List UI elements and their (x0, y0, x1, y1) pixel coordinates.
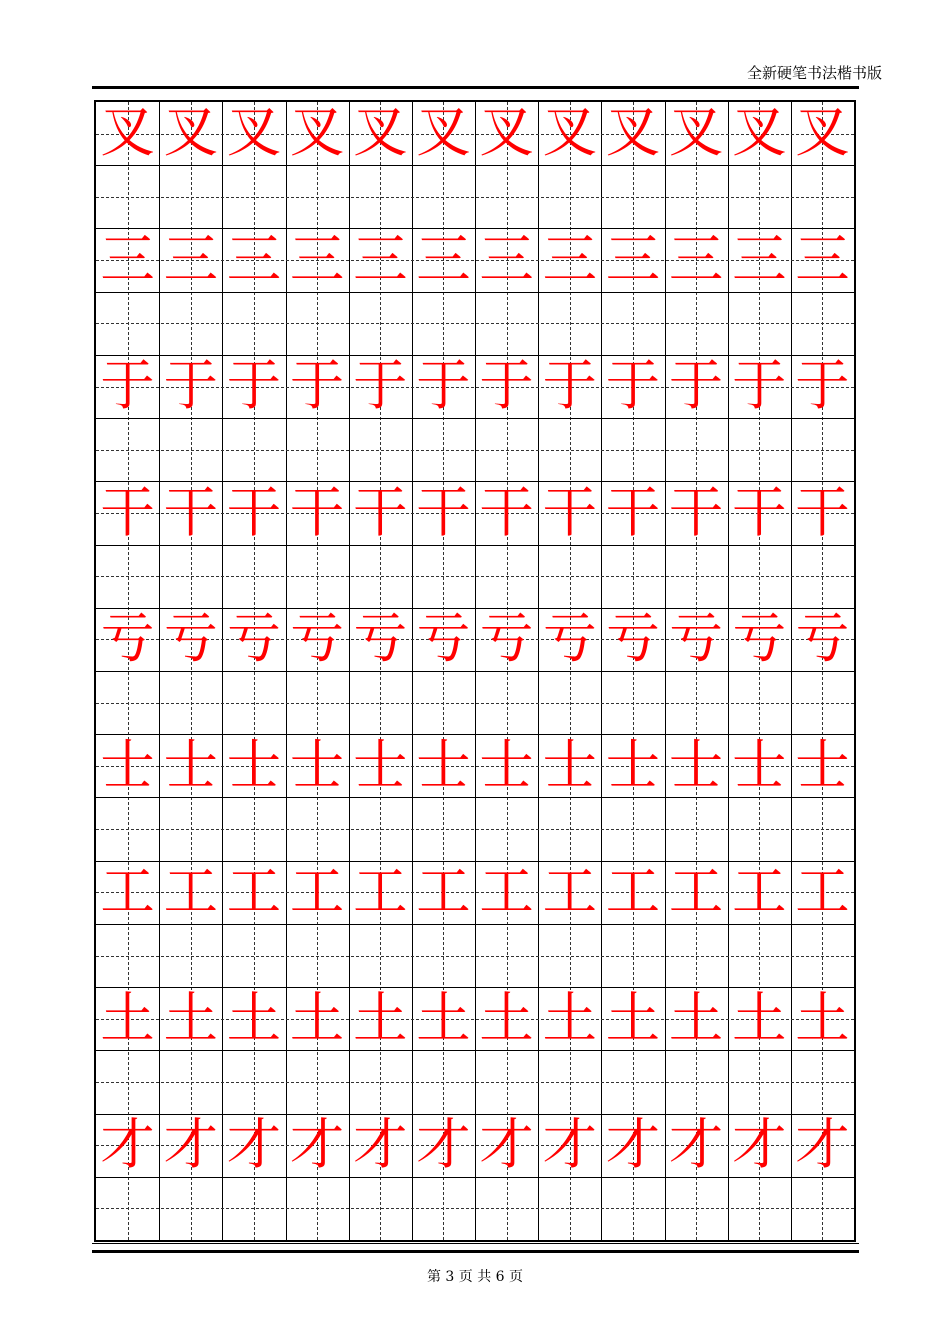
grid-row-line (96, 418, 854, 419)
practice-character: 土 (795, 986, 850, 1050)
grid-row-line (96, 1177, 854, 1178)
practice-character: 叉 (226, 101, 282, 165)
footer-rule-thick (92, 1250, 859, 1253)
practice-character: 亏 (100, 607, 155, 671)
practice-character: 亏 (732, 607, 787, 671)
practice-character: 三 (353, 227, 408, 291)
practice-character: 于 (732, 354, 787, 418)
practice-character: 亏 (795, 607, 850, 671)
practice-character: 工 (163, 860, 218, 924)
practice-character: 才 (416, 1113, 471, 1176)
practice-character: 三 (479, 227, 534, 291)
grid-row-line (96, 797, 854, 798)
practice-character: 士 (416, 733, 471, 797)
practice-character: 工 (795, 860, 850, 924)
grid-row-line (96, 671, 854, 672)
practice-character: 叉 (353, 101, 408, 165)
practice-character: 工 (100, 860, 155, 924)
practice-character: 于 (226, 354, 282, 418)
practice-character: 工 (416, 860, 471, 924)
page-header-title: 全新硬笔书法楷书版 (746, 64, 882, 82)
practice-character: 叉 (100, 101, 155, 165)
practice-character: 干 (668, 480, 724, 544)
practice-character: 土 (163, 986, 218, 1050)
practice-character: 士 (479, 733, 534, 797)
practice-character: 士 (226, 733, 282, 797)
practice-character: 三 (542, 227, 597, 291)
practice-character: 亏 (163, 607, 218, 671)
practice-character: 叉 (542, 101, 597, 165)
practice-character: 工 (289, 860, 345, 924)
footer-rule-thin (92, 1243, 859, 1244)
practice-character: 工 (353, 860, 408, 924)
practice-character: 三 (226, 227, 282, 291)
practice-character: 三 (163, 227, 218, 291)
practice-character: 土 (416, 986, 471, 1050)
grid-row-guide (96, 576, 854, 577)
practice-character: 才 (226, 1113, 282, 1176)
practice-character: 叉 (163, 101, 218, 165)
practice-character: 士 (732, 733, 787, 797)
practice-character: 土 (732, 986, 787, 1050)
practice-character: 才 (289, 1113, 345, 1176)
practice-character: 才 (795, 1113, 850, 1176)
practice-character: 干 (289, 480, 345, 544)
practice-character: 叉 (795, 101, 850, 165)
grid-row-line (96, 924, 854, 925)
practice-character: 于 (289, 354, 345, 418)
practice-character: 干 (479, 480, 534, 544)
practice-character: 才 (100, 1113, 155, 1176)
practice-character: 干 (605, 480, 661, 544)
grid-row-guide (96, 1208, 854, 1209)
practice-character: 士 (100, 733, 155, 797)
grid-row-guide (96, 323, 854, 324)
practice-character: 土 (226, 986, 282, 1050)
practice-character: 工 (605, 860, 661, 924)
practice-character: 土 (479, 986, 534, 1050)
grid-row-line (96, 1050, 854, 1051)
practice-character: 土 (542, 986, 597, 1050)
grid-row-guide (96, 956, 854, 957)
practice-character: 亏 (479, 607, 534, 671)
practice-character: 士 (542, 733, 597, 797)
practice-character: 干 (100, 480, 155, 544)
practice-character: 干 (416, 480, 471, 544)
grid-row-line (96, 545, 854, 546)
practice-character: 叉 (289, 101, 345, 165)
practice-character: 于 (416, 354, 471, 418)
grid-row-guide (96, 829, 854, 830)
practice-grid (94, 100, 856, 1242)
practice-character: 亏 (542, 607, 597, 671)
practice-character: 三 (668, 227, 724, 291)
practice-character: 亏 (226, 607, 282, 671)
practice-character: 才 (353, 1113, 408, 1176)
practice-character: 叉 (732, 101, 787, 165)
practice-character: 才 (542, 1113, 597, 1176)
practice-character: 三 (416, 227, 471, 291)
practice-character: 三 (605, 227, 661, 291)
practice-character: 士 (668, 733, 724, 797)
practice-character: 才 (668, 1113, 724, 1176)
practice-character: 工 (668, 860, 724, 924)
practice-character: 于 (163, 354, 218, 418)
practice-character: 工 (732, 860, 787, 924)
grid-row-guide (96, 703, 854, 704)
practice-character: 士 (605, 733, 661, 797)
practice-character: 三 (732, 227, 787, 291)
practice-character: 于 (668, 354, 724, 418)
practice-character: 叉 (479, 101, 534, 165)
practice-character: 才 (163, 1113, 218, 1176)
practice-character: 才 (732, 1113, 787, 1176)
practice-character: 土 (289, 986, 345, 1050)
practice-character: 三 (289, 227, 345, 291)
practice-character: 于 (479, 354, 534, 418)
practice-character: 土 (100, 986, 155, 1050)
practice-character: 于 (100, 354, 155, 418)
grid-row-line (96, 165, 854, 166)
practice-character: 士 (795, 733, 850, 797)
practice-character: 干 (353, 480, 408, 544)
practice-character: 干 (226, 480, 282, 544)
practice-character: 于 (353, 354, 408, 418)
practice-character: 叉 (668, 101, 724, 165)
practice-character: 于 (795, 354, 850, 418)
practice-character: 干 (163, 480, 218, 544)
practice-character: 土 (668, 986, 724, 1050)
practice-character: 亏 (353, 607, 408, 671)
practice-character: 三 (795, 227, 850, 291)
practice-character: 土 (353, 986, 408, 1050)
grid-row-guide (96, 197, 854, 198)
practice-character: 土 (605, 986, 661, 1050)
practice-character: 才 (605, 1113, 661, 1176)
practice-character: 亏 (289, 607, 345, 671)
practice-character: 工 (226, 860, 282, 924)
practice-character: 叉 (416, 101, 471, 165)
practice-character: 士 (163, 733, 218, 797)
practice-character: 干 (542, 480, 597, 544)
practice-character: 亏 (668, 607, 724, 671)
practice-character: 于 (605, 354, 661, 418)
practice-character: 才 (479, 1113, 534, 1176)
practice-character: 士 (353, 733, 408, 797)
practice-character: 亏 (605, 607, 661, 671)
practice-character: 叉 (605, 101, 661, 165)
page-footer: 第 3 页 共 6 页 (426, 1269, 524, 1285)
header-rule (92, 86, 859, 89)
practice-character: 工 (479, 860, 534, 924)
practice-character: 三 (100, 227, 155, 291)
practice-character: 士 (289, 733, 345, 797)
grid-row-guide (96, 450, 854, 451)
practice-character: 干 (732, 480, 787, 544)
grid-row-line (96, 292, 854, 293)
grid-row-guide (96, 1082, 854, 1083)
practice-character: 工 (542, 860, 597, 924)
practice-character: 亏 (416, 607, 471, 671)
practice-character: 干 (795, 480, 850, 544)
practice-character: 于 (542, 354, 597, 418)
